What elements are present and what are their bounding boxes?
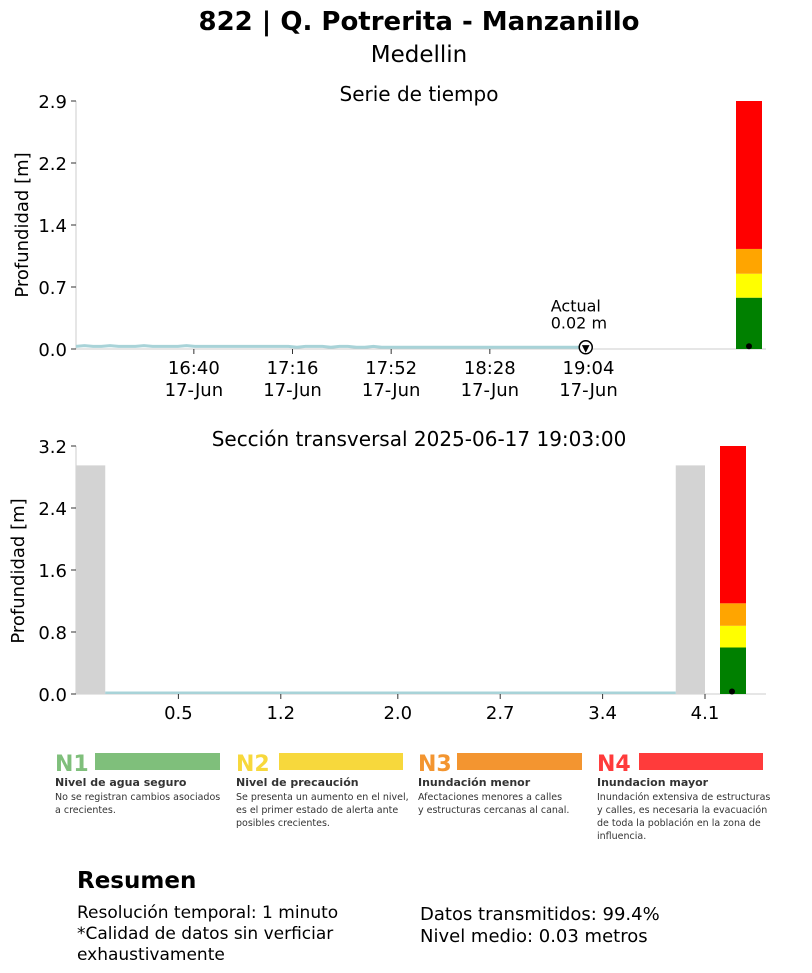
time-series-title: Serie de tiempo [339,82,499,106]
level-bar-n2 [720,626,746,648]
x-tick-label-date: 17-Jun [361,380,421,401]
x-tick-label-time: 18:28 [463,358,516,379]
summary-quality-note: *Calidad de datos sin verficiar [77,924,334,944]
annotation-label: Actual [550,296,601,316]
summary-heading: Resumen [77,868,197,894]
level-bar-n3 [720,603,746,625]
legend-desc-n3: y estructuras cercanas al canal. [418,805,570,816]
x-tick-label-date: 17-Jun [164,380,224,401]
cross-section-chart [8,427,766,724]
level-bar-n4 [736,101,762,249]
legend-desc-n4: Inundación extensiva de estructuras [597,792,771,803]
y-tick-label: 2.9 [38,92,67,113]
legend-desc-n2: es el primer estado de alerta ante [236,805,399,816]
legend-code-n2: N2 [236,752,270,777]
y-tick-label: 3.2 [38,437,67,458]
x-tick-label-time: 19:04 [562,358,615,379]
x-tick-label-time: 17:16 [266,358,319,379]
legend-bar-n4 [639,753,763,770]
summary-transmitted: Datos transmitidos: 99.4% [420,904,660,925]
summary-mean-level: Nivel medio: 0.03 metros [420,926,648,947]
x-tick-label-date: 17-Jun [263,380,322,401]
x-tick-label: 1.2 [266,703,296,724]
x-tick-label: 2.7 [485,703,515,724]
y-tick-label: 0.8 [38,623,67,644]
level-bar-n3 [736,249,762,274]
cross-section-title: Sección transversal 2025-06-17 19:03:00 [211,427,627,451]
x-tick-label-time: 17:52 [365,358,418,379]
legend-bar-n3 [457,753,582,770]
cross-section-ylabel: Profundidad [m] [8,498,29,644]
bank-left [76,465,105,694]
legend-desc-n2: posibles crecientes. [236,818,330,829]
page-subtitle: Medellin [370,42,468,68]
y-tick-label: 0.7 [38,278,67,299]
level-bar-current-dot [729,688,735,694]
y-tick-label: 2.4 [38,499,67,520]
annotation-value: 0.02 m [550,313,608,333]
x-tick-label-time: 16:40 [167,358,220,379]
legend-code-n3: N3 [418,752,452,777]
legend-desc-n1: No se registran cambios asociados [55,792,221,803]
legend-bar-n1 [95,753,220,770]
level-bar-current-dot [746,343,752,349]
water-level-icon: ▼ [581,343,590,355]
bank-right [676,465,705,694]
legend-code-n4: N4 [597,752,631,777]
level-bar-n1 [736,298,762,349]
x-tick-label-date: 17-Jun [460,380,520,401]
time-series-chart [12,82,766,401]
legend-desc-n2: Se presenta un aumento en el nivel, [236,792,409,803]
x-tick-label: 3.4 [588,703,617,724]
y-tick-label: 0.0 [38,340,67,361]
legend-desc-n4: de toda la población en la zona de [597,818,761,829]
legend-bar-n2 [279,753,403,770]
legend-title-n2: Nivel de precaución [236,776,359,789]
summary-resolution: Resolución temporal: 1 minuto [77,903,339,923]
summary-quality-note-cont: exhaustivamente [77,945,225,965]
level-bar-n2 [736,274,762,298]
legend-code-n1: N1 [55,752,89,777]
alert-level-legend [55,752,770,842]
water-area [105,692,675,695]
legend-desc-n3: Afectaciones menores a calles [418,792,563,803]
legend-title-n1: Nivel de agua seguro [55,776,187,789]
x-tick-label: 0.5 [164,703,193,724]
x-tick-label: 4.1 [690,703,720,724]
page-title: 822 | Q. Potrerita - Manzanillo [198,7,640,37]
y-tick-label: 2.2 [38,154,67,175]
y-tick-label: 0.0 [38,685,67,706]
legend-desc-n4: influencia. [597,831,647,842]
level-bar-n4 [720,446,746,603]
series-line-depth [76,346,586,348]
y-tick-label: 1.6 [38,561,67,582]
time-series-ylabel: Profundidad [m] [12,152,33,298]
x-tick-label: 2.0 [383,703,413,724]
legend-title-n3: Inundación menor [418,776,531,789]
legend-title-n4: Inundacion mayor [597,776,709,789]
y-tick-label: 1.4 [38,216,67,237]
x-tick-label-date: 17-Jun [559,380,618,401]
legend-desc-n4: y calles, es necesaria la evacuación [597,805,768,816]
legend-desc-n1: a crecientes. [55,805,116,816]
level-bar-n1 [720,648,746,695]
